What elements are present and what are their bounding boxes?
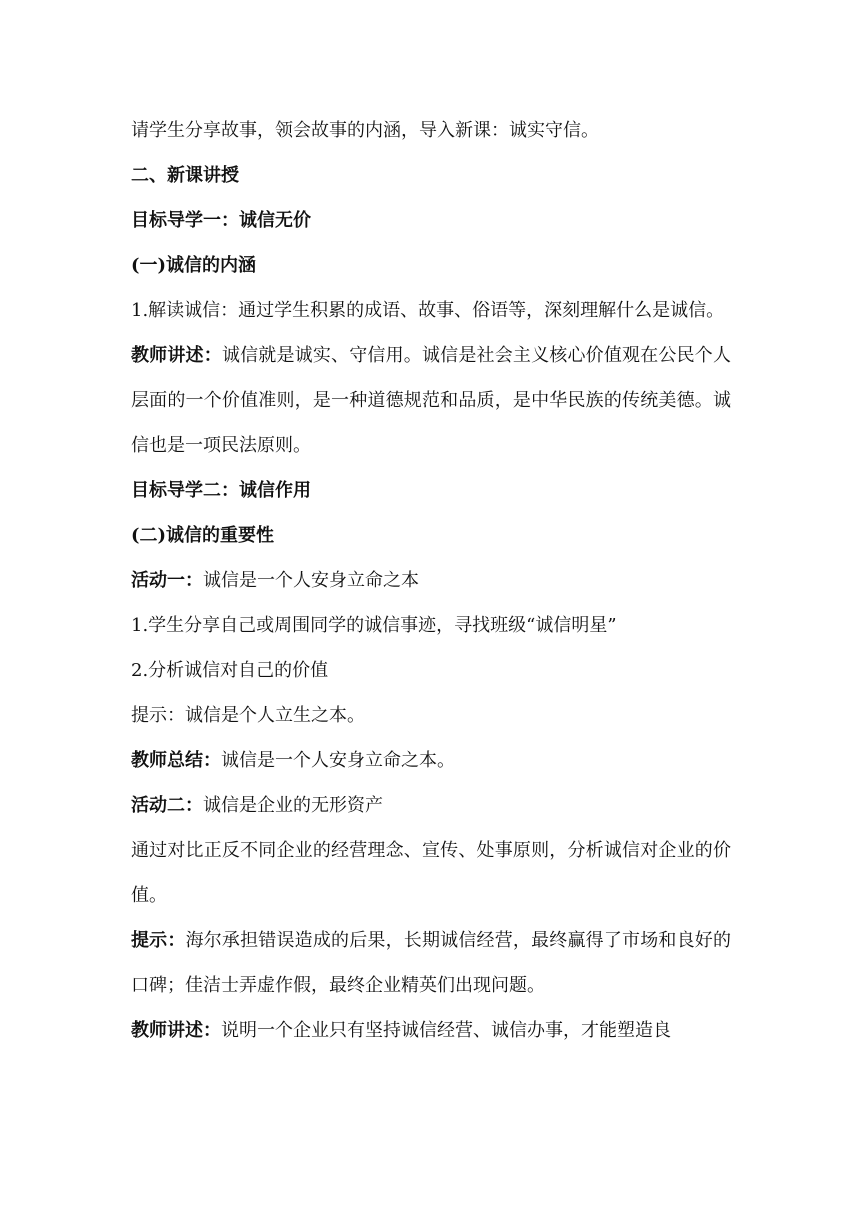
hint-paragraph-2 xyxy=(131,918,731,1008)
hint-2-label: 提示： xyxy=(131,930,186,951)
teacher-summary-label: 教师总结： xyxy=(131,750,221,771)
interpret-paragraph: 1.解读诚信：通过学生积累的成语、故事、俗语等，深刻理解什么是诚信。 xyxy=(131,300,725,321)
teacher-summary-text: 诚信是一个人安身立命之本。 xyxy=(221,750,455,771)
document-body xyxy=(131,108,731,1053)
subsection-heading-2: (二)诚信的重要性 xyxy=(131,525,275,546)
subsection-heading-1: (一)诚信的内涵 xyxy=(131,255,257,276)
teacher-summary-paragraph xyxy=(131,738,731,783)
teacher-explain-paragraph-1 xyxy=(131,333,731,468)
section-heading-new-lesson: 二、新课讲授 xyxy=(131,165,239,186)
goal-heading-2: 目标导学二：诚信作用 xyxy=(131,480,311,501)
teacher-explain-text-2: 说明一个企业只有坚持诚信经营、诚信办事，才能塑造良 xyxy=(221,1020,671,1041)
intro-paragraph: 请学生分享故事，领会故事的内涵，导入新课：诚实守信。 xyxy=(131,120,599,141)
analyze-paragraph: 2.分析诚信对自己的价值 xyxy=(131,660,329,681)
hint-paragraph-1: 提示：诚信是个人立生之本。 xyxy=(131,705,365,726)
activity-2-paragraph xyxy=(131,783,731,828)
teacher-explain-paragraph-2 xyxy=(131,1008,731,1053)
compare-paragraph: 通过对比正反不同企业的经营理念、宣传、处事原则，分析诚信对企业的价值。 xyxy=(131,840,731,906)
teacher-explain-label-2: 教师讲述： xyxy=(131,1020,221,1041)
activity-1-paragraph xyxy=(131,558,731,603)
activity-2-label: 活动二： xyxy=(131,795,203,816)
activity-1-label: 活动一： xyxy=(131,570,203,591)
hint-2-text: 海尔承担错误造成的后果，长期诚信经营，最终赢得了市场和良好的口碑；佳洁士弄虚作假，最终企业精英们出现问题。 xyxy=(131,930,731,996)
teacher-explain-label-1: 教师讲述： xyxy=(131,345,222,366)
activity-2-text: 诚信是企业的无形资产 xyxy=(203,795,383,816)
activity-1-text: 诚信是一个人安身立命之本 xyxy=(203,570,419,591)
goal-heading-1: 目标导学一：诚信无价 xyxy=(131,210,311,231)
share-paragraph: 1.学生分享自己或周围同学的诚信事迹，寻找班级“诚信明星” xyxy=(131,615,617,636)
teacher-explain-text-1: 诚信就是诚实、守信用。诚信是社会主义核心价值观在公民个人层面的一个价值准则，是一种道德规范和品质，是中华民族的传统美德。诚信也是一项民法原则。 xyxy=(131,345,731,456)
